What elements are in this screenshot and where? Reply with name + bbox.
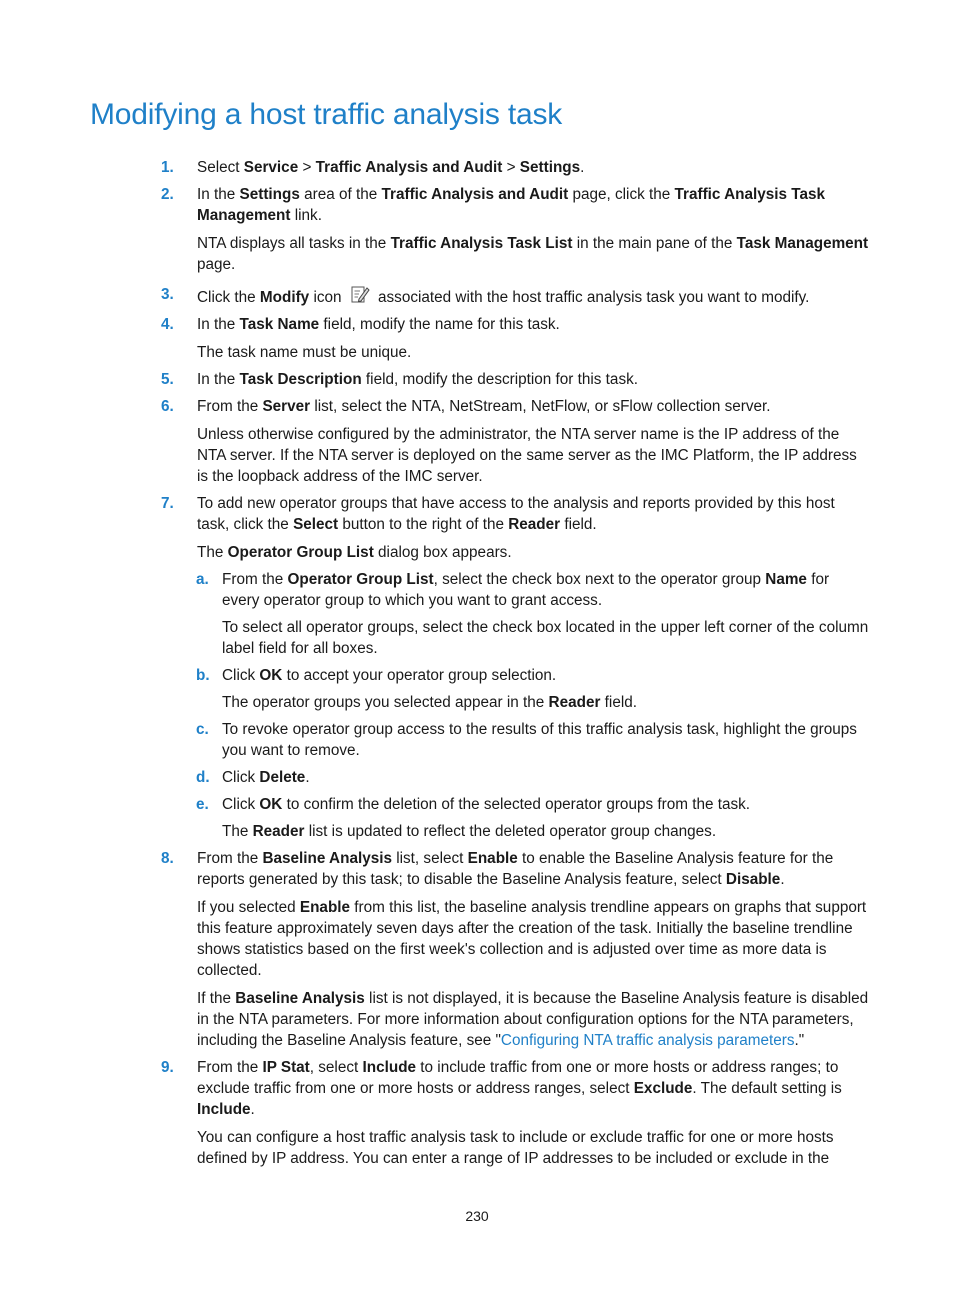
page-number: 230 <box>465 1208 489 1224</box>
step-number: 2. <box>161 186 174 203</box>
step-5: 5. In the Task Description field, modify the description for this task. <box>161 371 638 388</box>
step-9: 9. From the IP Stat, select Include to include traffic from one or more hosts or address ranges; to exclude traffic from one or more hosts or address ranges, select Exclude. The default setting is Include. <box>161 1059 842 1118</box>
substep-a: a. From the Operator Group List, select the check box next to the operator group Name for every operator group to which you want to grant access. <box>196 571 830 609</box>
step-7-note: The Operator Group List dialog box appears. <box>197 544 512 561</box>
substep-letter: e. <box>196 796 209 813</box>
step-number: 8. <box>161 850 174 867</box>
substep-c: c. To revoke operator group access to the results of this traffic analysis task, highlight the groups you want to remove. <box>196 721 857 759</box>
step-4: 4. In the Task Name field, modify the name for this task. <box>161 316 560 333</box>
step-4-note: The task name must be unique. <box>197 344 412 361</box>
substep-letter: a. <box>196 571 209 588</box>
substep-letter: b. <box>196 667 210 684</box>
substep-e: e. Click OK to confirm the deletion of the selected operator groups from the task. <box>196 796 751 813</box>
step-9-note: You can configure a host traffic analysis task to include or exclude traffic for one or more hosts defined by IP address. You can enter a range of IP addresses to be included or exclude in the <box>197 1129 834 1167</box>
step-1: 1. Select Service > Traffic Analysis and Audit > Settings. <box>161 159 585 176</box>
substep-d: d. Click Delete. <box>196 769 310 786</box>
substep-letter: d. <box>196 769 210 786</box>
step-2-note: NTA displays all tasks in the Traffic Analysis Task List in the main pane of the Task Management page. <box>197 235 869 273</box>
substep-letter: c. <box>196 721 209 738</box>
step-8: 8. From the Baseline Analysis list, select Enable to enable the Baseline Analysis feature for the reports generated by this task; to disable the Baseline Analysis feature, select Disable. <box>161 850 834 888</box>
substep-b: b. Click OK to accept your operator group selection. <box>196 667 557 684</box>
step-number: 1. <box>161 159 174 176</box>
page-title: Modifying a host traffic analysis task <box>90 98 563 131</box>
substep-e-note: The Reader list is updated to reflect the deleted operator group changes. <box>222 823 717 840</box>
step-6: 6. From the Server list, select the NTA, NetStream, NetFlow, or sFlow collection server. <box>161 398 771 415</box>
substep-a-note: To select all operator groups, select the check box located in the upper left corner of the column label field for all boxes. <box>222 619 869 657</box>
step-number: 6. <box>161 398 174 415</box>
substep-b-note: The operator groups you selected appear in the Reader field. <box>222 694 637 711</box>
step-number: 9. <box>161 1059 174 1076</box>
procedure <box>0 155 954 1169</box>
step-number: 7. <box>161 495 174 512</box>
step-6-note: Unless otherwise configured by the administrator, the NTA server name is the IP address of the NTA server. If the NTA server is deployed on the same server as the IMC Platform, the IP address is the loopback address of the IMC server. <box>197 426 857 485</box>
step-number: 5. <box>161 371 174 388</box>
step-8-note-2: If the Baseline Analysis list is not displayed, it is because the Baseline Analysis feature is disabled in the NTA parameters. For more information about configuration options for the NTA parameters, including the Baseline Analysis feature, see "Configuring NTA traffic analysis parameters." <box>197 990 869 1049</box>
step-7: 7. To add new operator groups that have access to the analysis and reports provided by this host task, click the Select button to the right of the Reader field. <box>161 495 835 533</box>
step-8-note-1: If you selected Enable from this list, the baseline analysis trendline appears on graphs that support this feature approximately seven days after the creation of the task. Initially the baseline trendline shows statistics based on the first week's collection and is adjusted over time as more data is collected. <box>197 899 867 979</box>
step-number: 3. <box>161 286 174 303</box>
configuring-nta-parameters-link[interactable]: Configuring NTA traffic analysis parameters <box>500 1032 795 1049</box>
modify-icon <box>350 284 370 304</box>
step-3: 3. Click the Modify icon associated with the host traffic analysis task you want to modify. <box>161 286 810 306</box>
step-2: 2. In the Settings area of the Traffic Analysis and Audit page, click the Traffic Analysis Task Management link. <box>161 186 826 224</box>
step-number: 4. <box>161 316 174 333</box>
